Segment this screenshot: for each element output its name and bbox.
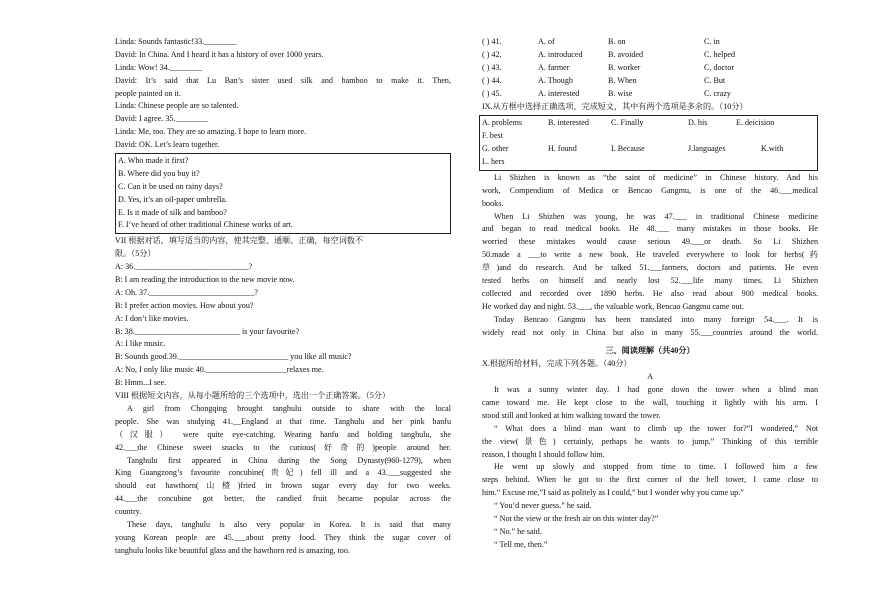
question-number: ( ) 45.: [482, 89, 502, 98]
word-option: H. found: [548, 143, 577, 153]
choice-a: A. of: [538, 37, 555, 46]
dialogue-line: Linda: Wow! 34.________: [115, 62, 203, 72]
dialogue-line: A: Oh. 37.__________________________?: [115, 287, 258, 297]
choice-b: B. avoided: [608, 50, 644, 59]
choice-row: [482, 49, 818, 62]
word-box-row: [482, 117, 815, 130]
dialogue-line: A: I like music.: [115, 339, 166, 349]
dialogue-line: David: OK. Let’s learn together.: [115, 140, 220, 150]
word-option: G. other: [482, 143, 509, 153]
choice-c: C. in: [704, 37, 720, 46]
choice-c: C. helped: [704, 50, 736, 59]
option-item: A. Who made it first?: [118, 156, 189, 166]
dialogue-line: people painted on it.: [115, 88, 182, 98]
dialogue-line: Linda: Me, too. They are so amazing. I hope to learn more.: [115, 127, 307, 137]
passage-line: work, Compendium of Medica or Bencao Gangmu, is one of the 46.___medical: [482, 185, 818, 195]
passage-line: Tanghulu first appeared in China during the Song Dynasty(960-1279), when: [127, 455, 451, 465]
passage-line: steps behind. When he got to the first corner of the bell tower, I came close to: [482, 475, 818, 485]
passage-line: Li Shizhen is known as “the saint of medicine” in Chinese history. And his: [494, 172, 818, 182]
passage-line: “ No.” he said.: [494, 526, 542, 536]
section-10-title: X.根据所给材料，完成下列各题。（40分）: [482, 359, 632, 369]
word-option: D. his: [688, 117, 708, 127]
passage-line: A girl from Chongqing brought tanghulu outside to share with the local: [127, 403, 451, 413]
dialogue-line: David: In China. And I heard it has a history of over 1000 years.: [115, 49, 324, 59]
passage-line: “ What does a blind man want to climb up the tower for?”I wondered,” Not: [494, 423, 818, 433]
word-option: C. Finally: [611, 117, 644, 127]
passage-line: country.: [115, 507, 142, 517]
passage-line: These days, tanghulu is also very popular in Korea. It is said that many: [127, 519, 451, 529]
passage-line: King Guangzong’s favourite concubine(贵妃) fell ill and a 43.___suggested she: [115, 468, 451, 478]
passage-line: Today Bencao Gangmu has been translated into many foreign 54.___. It is: [494, 314, 818, 324]
word-option: E. deicision: [736, 117, 775, 127]
word-box: [479, 115, 818, 171]
passage-line: 草)and do research. And he talked 51.___farmers, doctors and patients. He even: [482, 263, 818, 273]
passage-line: collected and recorded over 1890 herbs. He also read about 900 medical books.: [482, 288, 818, 298]
choice-a: A. interested: [538, 89, 580, 98]
dialogue-line: David: It’s said that Lu Ban’s sister used silk and bamboo to make it. Then,: [115, 75, 451, 85]
left-column: [115, 36, 451, 558]
passage-line: When Li Shizhen was young, he was 47.___ in traditional Chinese medicine: [494, 211, 818, 221]
dialogue-line: B: Sounds good.39.___________________________ you like all music?: [115, 352, 352, 362]
dialogue-line: B: I prefer action movies. How about you?: [115, 300, 254, 310]
choice-c: C. doctor: [704, 63, 735, 72]
part-3-title: 三、阅读理解（共40分）: [605, 346, 695, 356]
choice-row: [482, 88, 818, 101]
passage-line: reason, I thought I should follow him.: [482, 449, 605, 459]
choice-a: A. farmer: [538, 63, 570, 72]
choice-b: B. on: [608, 37, 626, 46]
choice-b: B. When: [608, 76, 637, 85]
word-option: K.with: [761, 143, 784, 153]
passage-line: came toward me. He kept close to the wall, touching it lightly with his arm. I: [482, 398, 818, 408]
section-7-title-cont: 限。（5分）: [115, 249, 156, 259]
options-box: [115, 153, 451, 234]
dialogue-line: Linda: Sounds fantastic!33.________: [115, 37, 237, 46]
word-option: A. problems: [482, 117, 523, 127]
word-option: B. interested: [548, 117, 589, 127]
dialogue-line: B: Hmm...I see.: [115, 378, 167, 388]
dialogue-line: A: 36.____________________________?: [115, 262, 253, 272]
option-item: C. Can it be used on rainy days?: [118, 181, 223, 191]
choice-row: [482, 36, 818, 49]
passage-label: A: [647, 372, 653, 382]
passage-line: tanghulu looks like beautiful glass and the hawthorn red is amazing, too.: [115, 545, 350, 555]
choice-a: A. Though: [538, 76, 573, 85]
question-number: ( ) 41.: [482, 37, 502, 46]
question-number: ( ) 42.: [482, 50, 502, 59]
passage-line: “ Not the view or the fresh air on this winter day?”: [494, 514, 659, 524]
choice-b: B. wise: [608, 89, 633, 98]
passage-line: 50.made a ___to write a new book. He traveled everywhere to look for herbs(药: [482, 250, 818, 260]
passage-line: tested herbs on himself and nearly lost 52.___life many times. Li Shizhen: [482, 276, 818, 286]
passage-line: worried these mistakes would cause serious 49.___or death. So Li Shizhen: [482, 237, 818, 247]
right-column: [482, 36, 818, 552]
choice-row: [482, 62, 818, 75]
option-item: D. Yes, it’s an oil-paper umbrella.: [118, 194, 228, 204]
passage-line: him.” Excuse me,”I said as politely as I could,” but I wonder why you came up.”: [482, 488, 744, 498]
passage-line: books.: [482, 198, 504, 208]
passage-line: people. She was studying 41.__England at that time. Tanghulu and her pink hanfu: [115, 416, 451, 426]
option-item: E. Is it made of silk and bamboo?: [118, 207, 227, 217]
word-option: I. Because: [611, 143, 645, 153]
passage-line: and began to read medical books. He 48.___ many mistakes in those books. He: [482, 224, 818, 234]
passage-line: the view(景色) certainly, perhaps he wants to jump.” Thinking of this terrible: [482, 436, 818, 446]
section-8-title: VIII 根据短文内容，从每小题所给的三个选项中，选出一个正确答案。（5分）: [115, 391, 390, 401]
passage-line: （汉服） were quite eye-catching. Wearing hanfu and holding tanghulu, she: [115, 429, 451, 439]
dialogue-line: David: I agree. 35.________: [115, 114, 208, 124]
choice-a: A. introduced: [538, 50, 583, 59]
passage-line: It was a sunny winter day. I had gone down the tower when a blind man: [494, 385, 818, 395]
dialogue-line: A: I don’t like movies.: [115, 313, 189, 323]
dialogue-line: Linda: Chinese people are so talented.: [115, 101, 239, 111]
choice-b: B. worker: [608, 63, 641, 72]
word-box-row: [482, 130, 815, 143]
dialogue-line: B: I am reading the introduction to the new movie now.: [115, 275, 295, 285]
dialogue-line: A: No, I only like music 40.____________________relaxes me.: [115, 365, 324, 375]
passage-line: widely read not only in China but also in many 55.___countries around the world.: [482, 327, 818, 337]
passage-line: should eat hawthorn(山楂)fried in brown sugar every day for two weeks.: [115, 481, 451, 491]
section-7-title: VII 根据对话，填写适当的内容，使其完整、通顺、正确，每空词数不: [115, 236, 363, 246]
choice-c: C. crazy: [704, 89, 731, 98]
section-9-title: IX.从方框中选择正确选项，完成短文，其中有两个选项是多余的。（10分）: [482, 102, 748, 111]
word-option: J.languages: [688, 143, 726, 153]
dialogue-line: B: 38.__________________________ is your favourite?: [115, 326, 300, 336]
word-box-row: [482, 156, 815, 169]
passage-line: He went up slowly and stopped from time to time. I followed him a few: [494, 462, 818, 472]
option-item: B. Where did you buy it?: [118, 168, 200, 178]
passage-line: 44.___the concubine got better, the candied fruit became popular across the: [115, 494, 451, 504]
passage-line: “ You’d never guess.” he said.: [494, 501, 592, 511]
choice-row: [482, 75, 818, 88]
word-option: L. hers: [482, 156, 505, 166]
word-option: F. best: [482, 130, 503, 140]
word-box-row: [482, 143, 815, 156]
question-number: ( ) 44.: [482, 76, 502, 85]
passage-line: young Korean people are 45.___about pretty food. They think the sugar cover of: [115, 532, 451, 542]
passage-line: He worked day and night. 53.___, the valuable work, Bencao Gangmu came out.: [482, 301, 744, 311]
passage-line: 42.___the Chinese sweet snacks to the curious(好奇的)people around her.: [115, 442, 451, 452]
choice-c: C. But: [704, 76, 726, 85]
passage-line: stood still and looked at him walking toward the tower.: [482, 410, 661, 420]
passage-line: “ Tell me, then.”: [494, 539, 548, 549]
option-item: F. I’ve heard of other traditional Chinese works of art.: [118, 220, 293, 230]
question-number: ( ) 43.: [482, 63, 502, 72]
